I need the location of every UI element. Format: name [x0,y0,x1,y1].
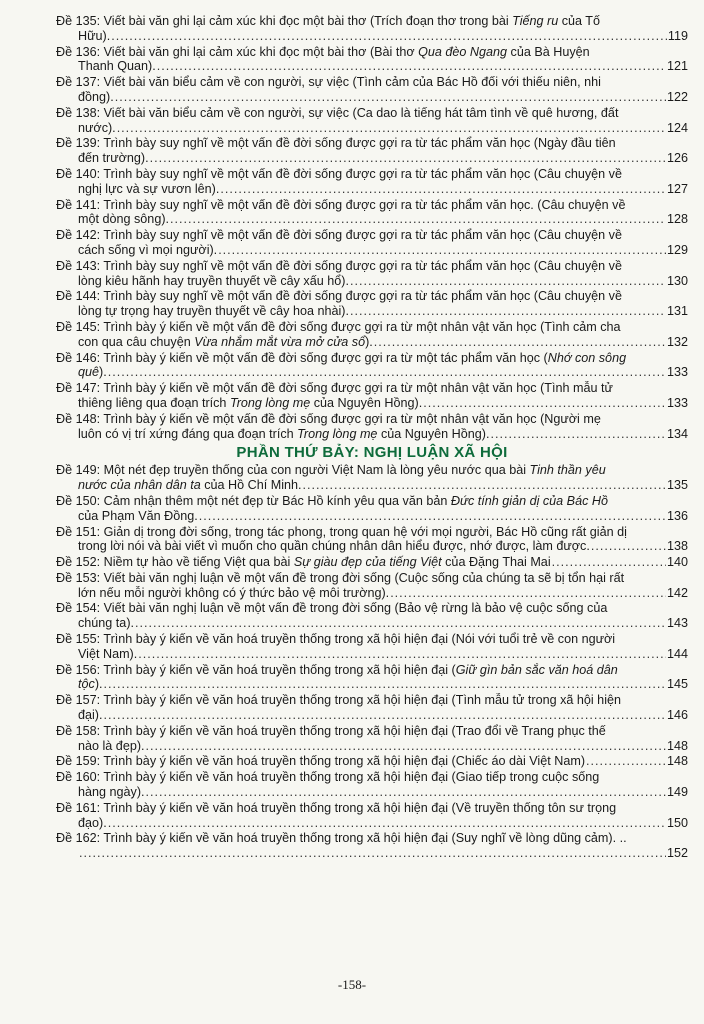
entry-text: luôn có vị trí xứng đáng qua đoạn trích [78,426,298,441]
entry-italic-title: Nhớ con sông [547,350,627,365]
entry-page-number: 129 [666,242,688,257]
entry-text: lớn nếu mỗi người không có ý thức bảo vệ môi trường). [78,585,390,600]
entry-page-number: 149 [666,785,688,800]
toc-entry[interactable] [56,494,688,524]
entry-text: Đề 140: Trình bày suy nghĩ về một vấn đề đời sống được gợi ra từ tác phẩm văn học (Câu chuyện về [56,166,622,181]
entry-page-number: 128 [666,212,688,227]
dot-leader [138,647,666,662]
entry-text: hàng ngày). [78,785,145,800]
entry-italic-title: Tiếng ru [512,14,559,28]
page-number: -158- [337,977,367,992]
entry-page-number: 131 [666,304,688,319]
entry-text: của Nguyên Hồng). [377,426,490,441]
entry-text: Đề 139: Trình bày suy nghĩ về một vấn đề đời sống được gợi ra từ tác phẩm văn học (Ngày đầu tiên [56,136,616,151]
dot-leader [104,677,666,692]
dot-leader [220,182,666,197]
entry-text: ). [94,677,103,692]
dot-leader [157,59,666,74]
section-heading: PHẦN THỨ BẢY: NGHỊ LUẬN XÃ HỘI [236,444,508,462]
entry-page-number: 135 [666,478,688,493]
entry-text: Đề 136: Viết bài văn ghi lại cảm xúc khi đọc một bài thơ (Bài thơ [56,44,419,59]
toc-entry[interactable] [56,601,688,631]
entry-text: Đề 151: Giản dị trong đời sống, trong tác phong, trong quan hệ với mọi người, Bác Hồ cũng rất giản dị [56,524,627,539]
entry-text: Đề 159: Trình bày ý kiến về văn hoá truyền thống trong xã hội hiện đại (Chiếc áo dài Việt Nam) [56,754,586,769]
entry-text: Đề 141: Trình bày suy nghĩ về một vấn đề đời sống được gợi ra từ tác phẩm văn học. (Câu chuyện về [56,197,626,212]
entry-text: Đề 160: Trình bày ý kiến về văn hoá truyền thống trong xã hội hiện đại (Giao tiếp trong cuộc sống [56,770,600,785]
entry-text: Hữu). [78,28,111,43]
entry-page-number: 144 [666,646,688,661]
dot-leader [104,708,666,723]
toc-list-part-7 [56,463,688,861]
dot-leader [350,274,666,289]
entry-page-number: 126 [666,151,688,166]
entry-text: cách sống vì mọi người). [78,242,218,257]
toc-entry[interactable] [56,351,688,381]
entry-page-number: 138 [666,539,688,554]
toc-entry[interactable] [56,555,688,570]
toc-entry[interactable] [56,412,688,442]
entry-page-number: 121 [666,59,688,74]
toc-entry[interactable] [56,75,688,105]
toc-entry[interactable] [56,320,688,350]
entry-page-number: 143 [666,616,688,631]
entry-text: nào là đẹp). [78,738,145,753]
entry-text: của Hồ Chí Minh. [200,478,302,493]
toc-entry[interactable] [56,571,688,601]
entry-text: Đề 154: Viết bài văn nghị luận về một vấn đề trong đời sống (Bảo vệ rừng là bảo vệ cuộc sống của [56,601,608,616]
dot-leader [490,427,666,442]
dot-leader [374,335,666,350]
entry-italic-title: tộc [78,677,95,692]
toc-entry[interactable] [56,228,688,258]
toc-entry[interactable] [56,525,688,555]
entry-italic-title: Qua đèo Ngang [418,44,508,59]
toc-entry[interactable] [56,801,688,831]
entry-text: Đề 147: Trình bày ý kiến về một vấn đề đời sống được gợi ra từ một nhân vật văn học (Tình mẫu tử [56,381,613,396]
dot-leader [586,754,666,769]
toc-entry[interactable] [56,724,688,754]
entry-page-number: 145 [666,677,688,692]
dot-leader [108,816,666,831]
entry-text: Thanh Quan). [78,59,156,74]
entry-page-number: 127 [666,181,688,196]
entry-text: Đề 146: Trình bày ý kiến về một vấn đề đời sống được gợi ra từ một tác phẩm văn học ( [56,350,548,365]
entry-italic-title: Trong lòng mẹ [229,395,311,410]
entry-text: con qua câu chuyện [78,334,195,349]
entry-page-number: 130 [666,273,688,288]
entry-text: Đề 155: Trình bày ý kiến về văn hoá truyền thống trong xã hội hiện đại (Nói với tuổi trẻ về con người [56,632,616,647]
dot-leader [111,29,667,44]
entry-text: Đề 138: Viết bài văn biểu cảm về con người, sự việc (Ca dao là tiếng hát tâm tình về quê hương, đất [56,105,619,120]
entry-text: Đề 158: Trình bày ý kiến về văn hoá truyền thống trong xã hội hiện đại (Trao đổi về Trang phục thế [56,723,606,738]
toc-entry[interactable] [56,167,688,197]
entry-text: Đề 150: Cảm nhận thêm một nét đẹp từ Bác Hồ kính yêu qua văn bản [56,493,451,508]
entry-text: Đề 135: Viết bài văn ghi lại cảm xúc khi đọc một bài thơ (Trích đoạn thơ trong bài [56,14,513,28]
entry-page-number: 134 [666,426,688,441]
entry-text: Đề 148: Trình bày ý kiến về một vấn đề đời sống được gợi ra từ một nhân vật văn học (Người mẹ [56,411,601,426]
entry-text: nghị lực và sự vươn lên). [78,181,220,196]
entry-text: chúng ta). [78,616,135,631]
dot-leader [135,616,666,631]
entry-text: đồng). [78,89,114,104]
toc-entry[interactable] [56,136,688,166]
entry-page-number: 132 [666,334,688,349]
entry-text: Đề 143: Trình bày suy nghĩ về một vấn đề đời sống được gợi ra từ tác phẩm văn học (Câu chuyện về [56,258,622,273]
toc-entry[interactable] [56,289,688,319]
entry-italic-title: Sự giàu đẹp của tiếng Việt [293,555,442,570]
dot-leader [552,555,666,570]
dot-leader [199,509,666,524]
toc-list-part-6 [56,14,688,441]
entry-text: thiêng liêng qua đoạn trích [78,395,230,410]
toc-entry[interactable] [56,754,688,769]
toc-entry[interactable] [56,770,688,800]
entry-text: Việt Nam). [78,646,138,661]
entry-page-number: 146 [666,708,688,723]
entry-text: đại). [78,708,103,723]
entry-text: Đề 157: Trình bày ý kiến về văn hoá truyền thống trong xã hội hiện đại (Tình mẫu tử trong xã hội hiện [56,693,621,708]
table-of-contents [56,14,688,862]
dot-leader [218,243,666,258]
entry-text: lòng kiêu hãnh hay truyền thuyết về cây xấu hổ). [78,273,349,288]
dot-leader [170,212,666,227]
entry-text: trong lời nói và bài viết vì muốn cho quần chúng nhân dân hiểu được, nhớ được, làm được. [78,539,590,554]
dot-leader [150,151,666,166]
entry-text: của Đặng Thai Mai [441,555,551,570]
entry-page-number: 152 [666,846,688,861]
toc-entry[interactable] [56,463,688,493]
toc-entry[interactable] [56,106,688,136]
dot-leader [146,739,666,754]
entry-text: đạo). [78,815,107,830]
toc-entry[interactable] [56,45,688,75]
entry-text: Đề 152: Niềm tự hào về tiếng Việt qua bài [56,555,294,570]
entry-page-number: 133 [666,395,688,410]
entry-italic-title: quê [78,365,100,380]
entry-italic-title: Trong lòng mẹ [297,426,378,441]
entry-page-number: 133 [666,365,688,380]
entry-italic-title: Đức tính giản dị của Bác Hồ [450,493,608,508]
entry-text: Đề 142: Trình bày suy nghĩ về một vấn đề đời sống được gợi ra từ tác phẩm văn học (Câu chuyện về [56,228,622,243]
dot-leader [115,90,666,105]
entry-text: ). [365,334,373,349]
dot-leader [79,846,666,861]
entry-text: của Bà Huyện [507,44,590,59]
entry-text: của Phạm Văn Đồng. [78,508,198,523]
entry-text: Đề 145: Trình bày ý kiến về một vấn đề đời sống được gợi ra từ một nhân vật văn học (Tình cảm cha [56,319,621,334]
dot-leader [117,121,666,136]
entry-text: lòng tự trọng hay truyền thuyết về cây hoa nhài). [78,304,349,319]
entry-italic-title: Vừa nhắm mắt vừa mở cửa sổ [194,334,366,349]
dot-leader [303,478,666,493]
toc-entry[interactable] [56,381,688,411]
dot-leader [350,304,666,319]
entry-text: đến trường). [78,151,149,166]
dot-leader [146,785,666,800]
entry-text: nước). [78,120,116,135]
entry-page-number: 119 [667,28,688,43]
entry-text: Đề 161: Trình bày ý kiến về văn hoá truyền thống trong xã hội hiện đại (Về truyền thống tôn sư trọng [56,800,617,815]
entry-text: một dòng sông). [78,212,170,227]
entry-text: Đề 162: Trình bày ý kiến về văn hoá truyền thống trong xã hội hiện đại (Suy nghĩ về lòng dũng cảm). .. [56,831,627,846]
entry-text: của Nguyên Hồng). [310,395,423,410]
entry-text: Đề 153: Viết bài văn nghị luận về một vấn đề trong đời sống (Cuộc sống của chúng ta sẽ bị tổn hại rất [56,570,625,585]
entry-text: Đề 149: Một nét đẹp truyền thống của con người Việt Nam là lòng yêu nước qua bài [56,463,530,478]
entry-text: Đề 137: Viết bài văn biểu cảm về con người, sự việc (Tình cảm của Bác Hồ đối với thiếu niên, nhi [56,75,601,90]
toc-entry[interactable] [56,693,688,723]
entry-page-number: 148 [666,738,688,753]
entry-italic-title: Giữ gìn bản sắc văn hoá dân [455,662,618,677]
entry-page-number: 148 [666,754,688,769]
entry-text: của Tố [558,14,601,28]
dot-leader [108,365,666,380]
entry-text: Đề 144: Trình bày suy nghĩ về một vấn đề đời sống được gợi ra từ tác phẩm văn học (Câu chuyện về [56,289,622,304]
entry-page-number: 150 [666,815,688,830]
dot-leader [390,586,666,601]
toc-entry[interactable] [56,831,688,861]
entry-page-number: 142 [666,585,688,600]
toc-entry[interactable] [56,632,688,662]
toc-entry[interactable] [56,198,688,228]
toc-entry[interactable] [56,14,688,44]
toc-entry[interactable] [56,663,688,693]
entry-italic-title: nước của nhân dân ta [78,478,201,493]
entry-page-number: 140 [666,555,688,570]
entry-page-number: 124 [666,120,688,135]
entry-text: Đề 156: Trình bày ý kiến về văn hoá truyền thống trong xã hội hiện đại ( [56,662,456,677]
dot-leader [423,396,666,411]
toc-entry[interactable] [56,259,688,289]
entry-page-number: 136 [666,508,688,523]
dot-leader [591,539,666,554]
entry-italic-title: Tinh thần yêu [529,463,606,478]
entry-text: ). [99,365,107,380]
entry-page-number: 122 [666,89,688,104]
